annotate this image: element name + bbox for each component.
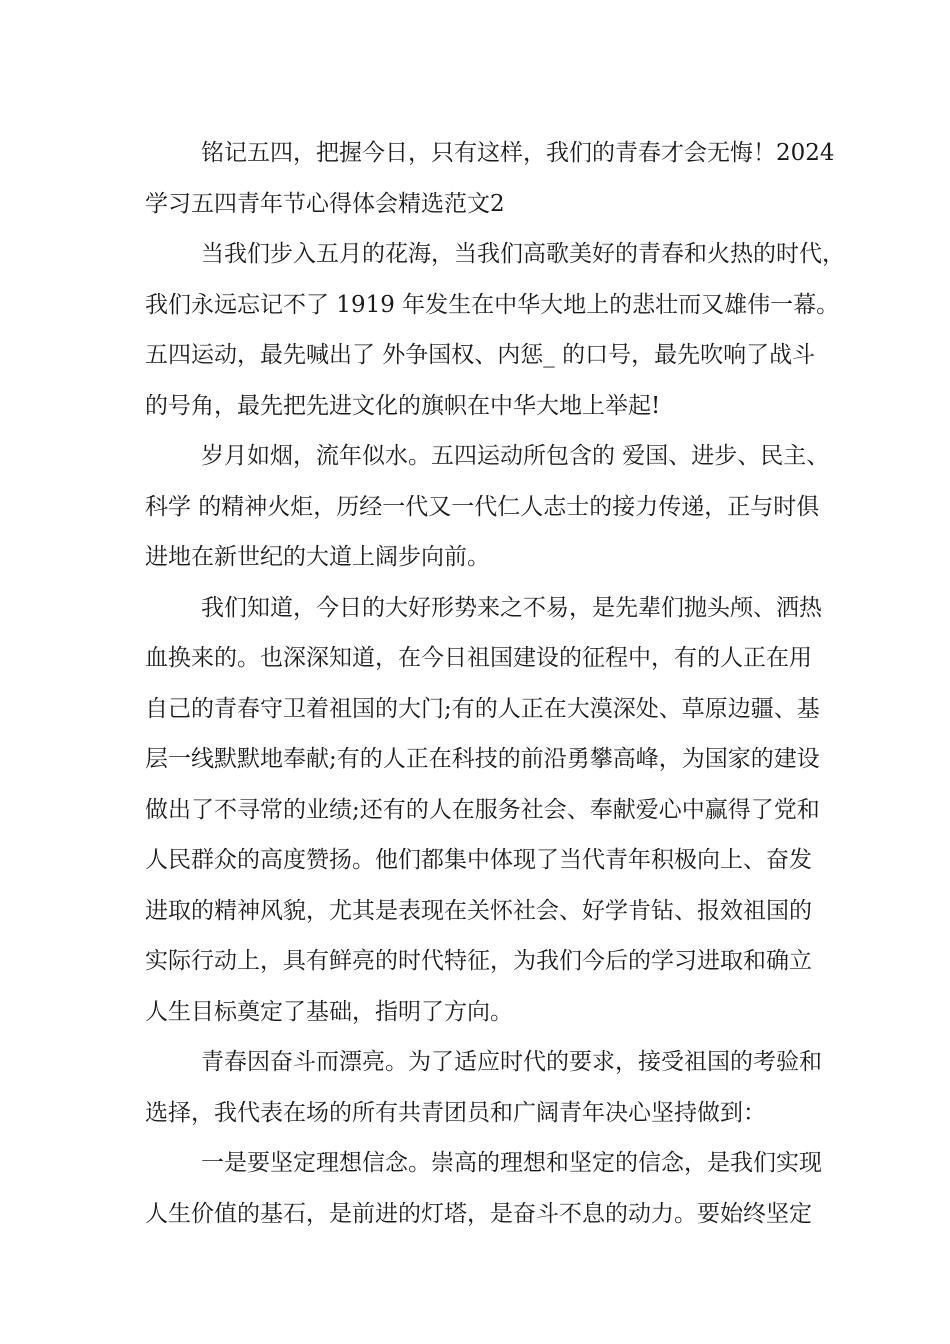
- text-line: 岁月如烟，流年似水。五四运动所包含的 爱国、进步、民主、: [201, 443, 830, 469]
- text-line: 人生价值的基石，是前进的灯塔，是奋斗不息的动力。要始终坚定: [145, 1200, 812, 1227]
- text-line: 进取的精神风貌，尤其是表现在关怀社会、好学肯钻、报效祖国的: [145, 897, 812, 924]
- text-line: 青春因奋斗而漂亮。为了适应时代的要求，接受祖国的考验和: [201, 1049, 822, 1075]
- text-line: 人生目标奠定了基础，指明了方向。: [145, 998, 513, 1025]
- text-line: 五四运动，最先喊出了 外争国权、内惩_ 的口号，最先吹响了战斗: [145, 342, 816, 368]
- text-line: 我们知道，今日的大好形势来之不易，是先辈们抛头颅、洒热: [201, 594, 822, 621]
- text-line: 进地在新世纪的大道上阔步向前。: [145, 544, 490, 570]
- text-line: 我们永远忘记不了 1919 年发生在中华大地上的悲壮而又雄伟一幕。: [145, 291, 840, 318]
- text-line: 选择，我代表在场的所有共青团员和广阔青年决心坚持做到：: [145, 1099, 766, 1126]
- text-line: 科学 的精神火炬，历经一代又一代仁人志士的接力传递，正与时俱: [145, 493, 820, 520]
- text-line: 层一线默默地奉献;有的人正在科技的前沿勇攀高峰，为国家的建设: [145, 746, 820, 772]
- text-line: 人民群众的高度赞扬。他们都集中体现了当代青年积极向上、奋发: [145, 847, 812, 873]
- text-line: 学习五四青年节心得体会精选范文2: [145, 190, 505, 217]
- text-line: 当我们步入五月的花海，当我们高歌美好的青春和火热的时代，: [201, 241, 845, 267]
- text-line: 铭记五四，把握今日，只有这样，我们的青春才会无悔！2024: [201, 140, 835, 166]
- text-line: 做出了不寻常的业绩;还有的人在服务社会、奉献爱心中赢得了党和: [145, 796, 820, 823]
- text-line: 的号角，最先把先进文化的旗帜在中华大地上举起!: [145, 392, 661, 419]
- text-line: 血换来的。也深深知道，在今日祖国建设的征程中，有的人正在用: [145, 645, 812, 671]
- text-line: 实际行动上，具有鲜亮的时代特征，为我们今后的学习进取和确立: [145, 948, 812, 974]
- text-line: 一是要坚定理想信念。崇高的理想和坚定的信念，是我们实现: [201, 1150, 822, 1176]
- document-body: [145, 128, 845, 1239]
- text-line: 自己的青春守卫着祖国的大门;有的人正在大漠深处、草原边疆、基: [145, 695, 820, 722]
